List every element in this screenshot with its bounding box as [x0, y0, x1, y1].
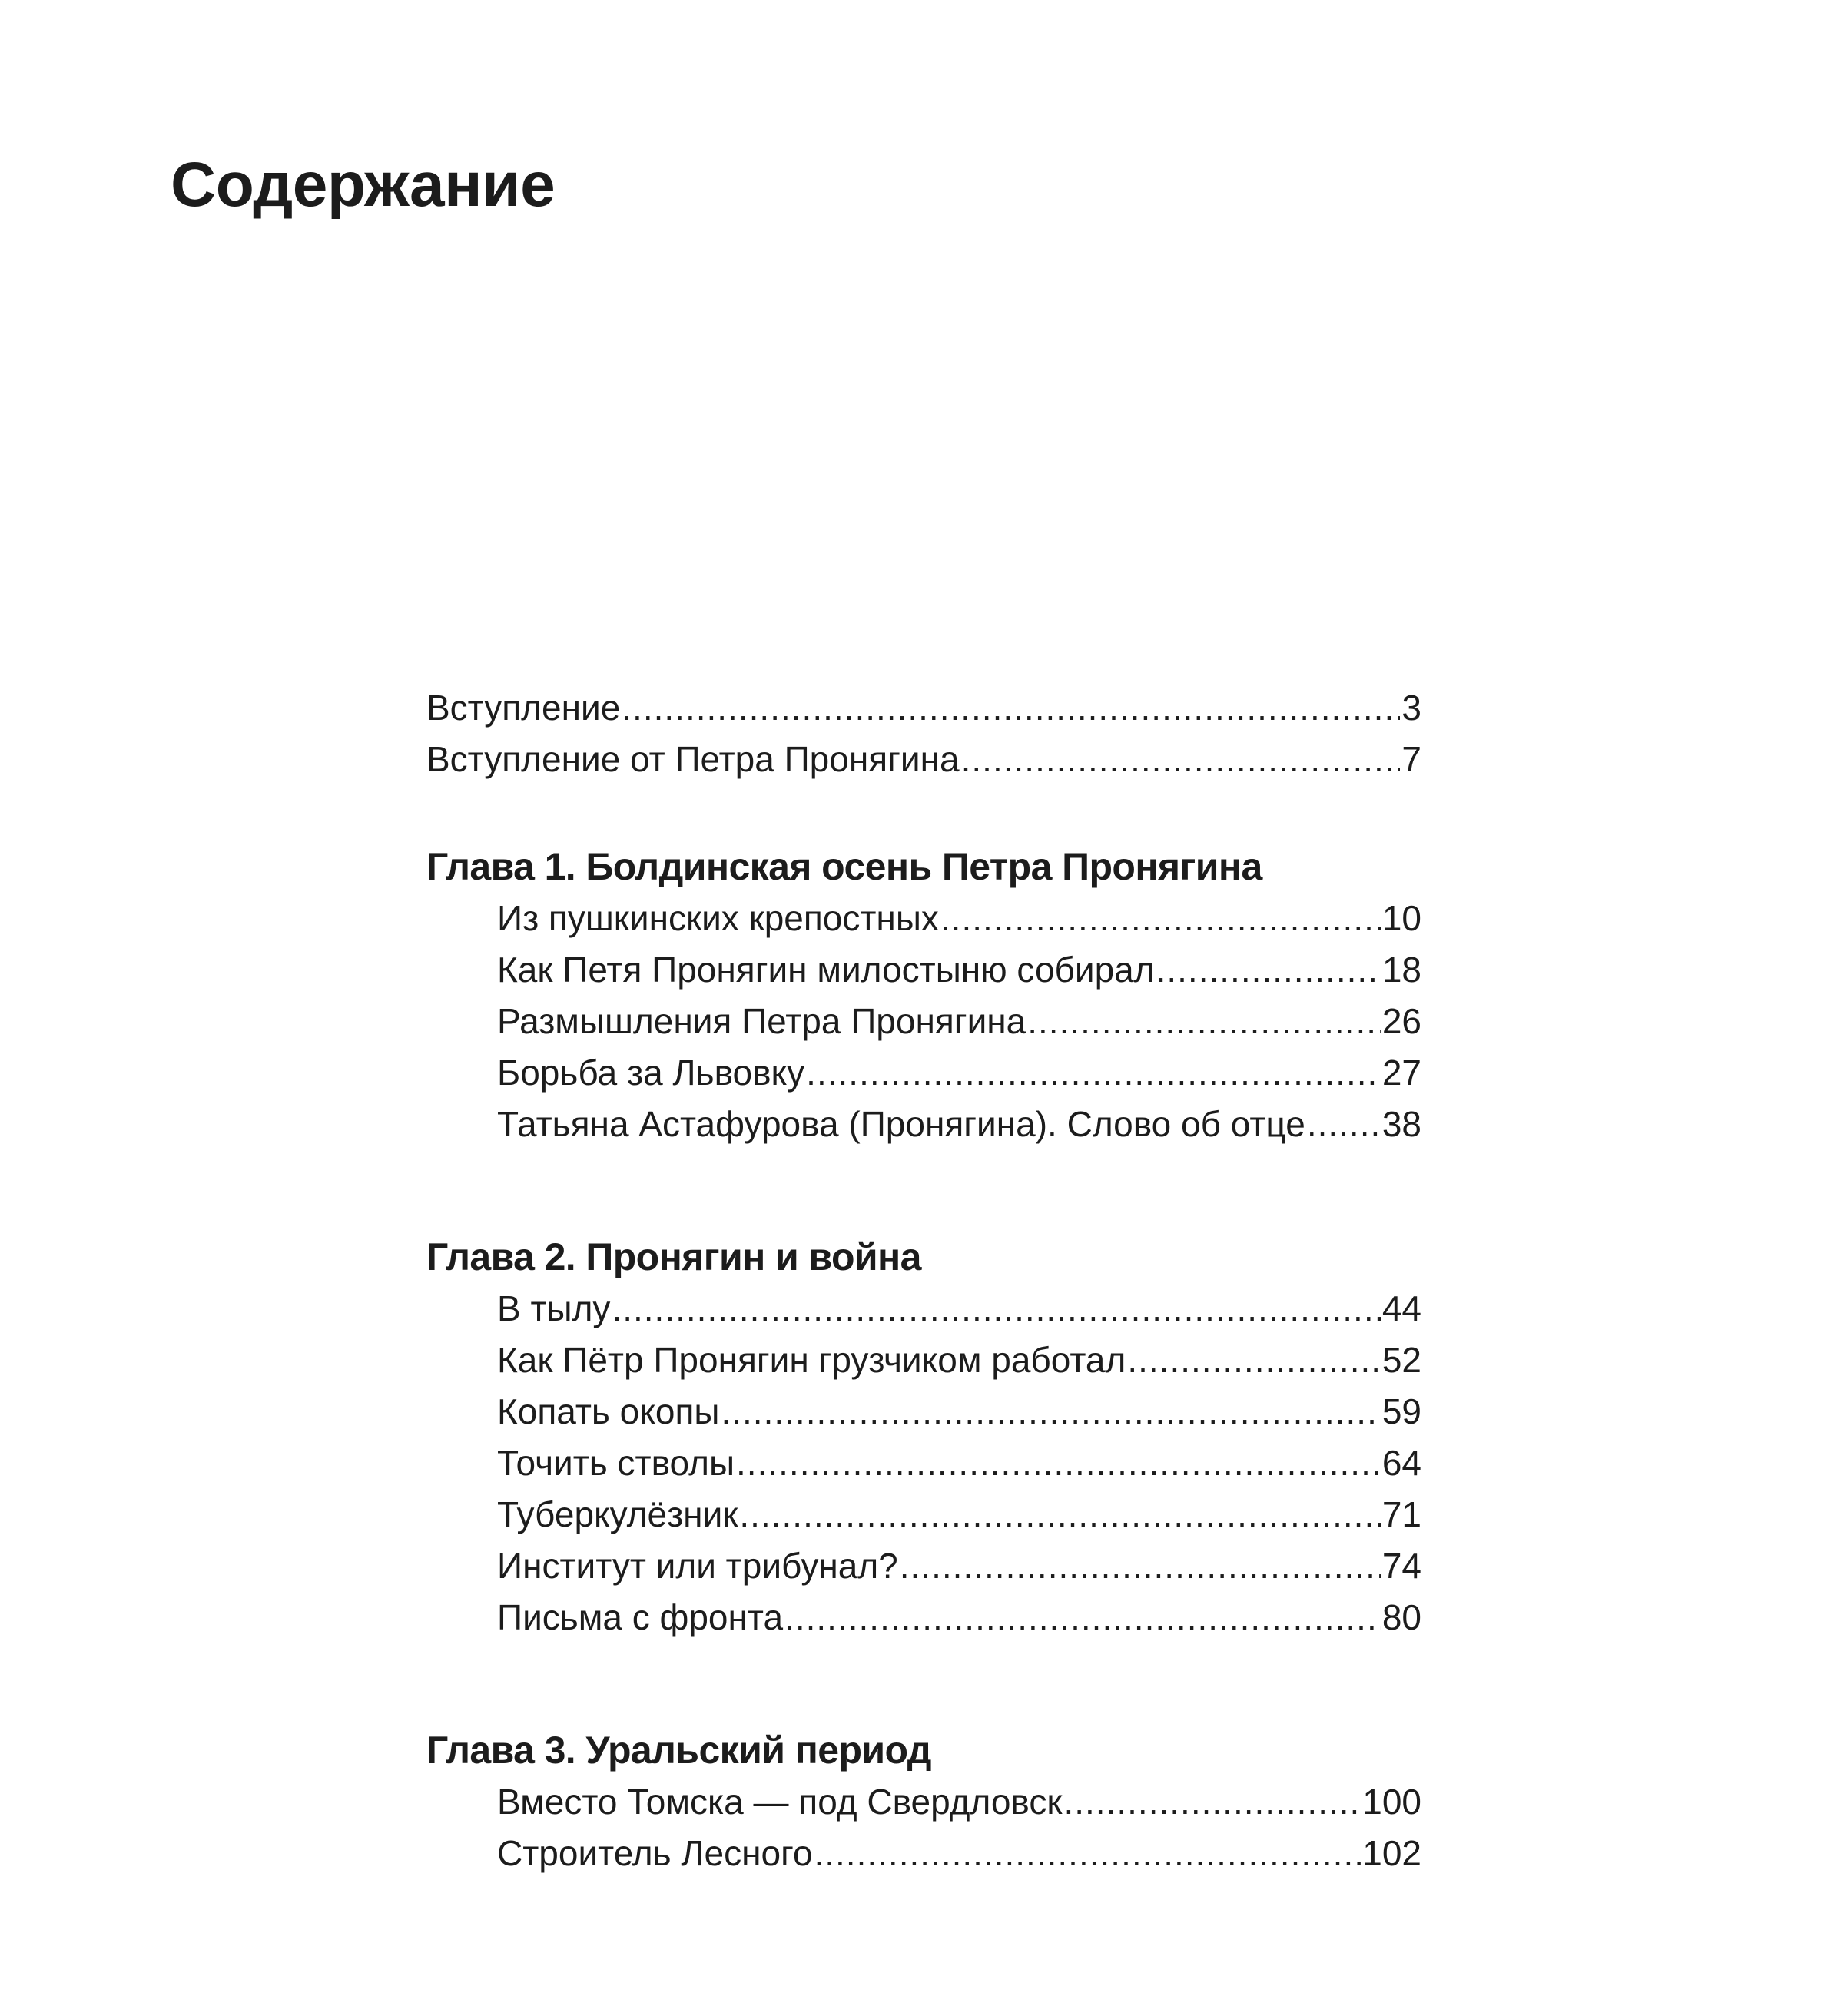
toc-entry-title: Как Петя Пронягин милостыню собирал — [497, 950, 1155, 990]
toc-entry[interactable] — [426, 1099, 1421, 1150]
toc-entry-page: 26 — [1381, 1001, 1421, 1041]
page-title: Содержание — [171, 150, 556, 220]
toc-entry-page: 38 — [1381, 1104, 1421, 1144]
dot-leader — [1307, 1099, 1381, 1150]
dot-leader — [739, 1489, 1380, 1540]
toc-entry[interactable] — [426, 1489, 1421, 1540]
toc-entry-title: Письма с фронта — [497, 1597, 784, 1637]
toc-entry-page: 100 — [1362, 1782, 1421, 1822]
toc-entry[interactable] — [426, 1540, 1421, 1592]
toc-entry-title: Размышления Петра Пронягина — [497, 1001, 1026, 1041]
toc-entry[interactable] — [426, 996, 1421, 1047]
toc-entry-page: 71 — [1381, 1494, 1421, 1534]
toc-entry[interactable] — [426, 1437, 1421, 1489]
toc-entry-page: 80 — [1381, 1597, 1421, 1637]
dot-leader — [1156, 944, 1381, 996]
toc-entry[interactable] — [426, 1335, 1421, 1386]
dot-leader — [900, 1540, 1381, 1592]
dot-leader — [961, 734, 1401, 785]
toc-entry-page: 59 — [1381, 1391, 1421, 1431]
dot-leader — [784, 1592, 1381, 1643]
dot-leader — [806, 1047, 1381, 1099]
dot-leader — [1127, 1335, 1381, 1386]
dot-leader — [814, 1828, 1361, 1879]
toc-entry-page: 3 — [1401, 688, 1421, 728]
toc-entry-page: 64 — [1381, 1443, 1421, 1483]
toc-entry-introduction[interactable] — [426, 682, 1421, 734]
toc-entry-page: 18 — [1381, 950, 1421, 990]
toc-entry-page: 74 — [1381, 1546, 1421, 1586]
toc-entry[interactable] — [426, 1776, 1421, 1828]
dot-leader — [612, 1283, 1380, 1335]
chapter-3-heading[interactable]: Глава 3. Уральский период — [426, 1729, 931, 1772]
toc-entry-title: Копать окопы — [497, 1391, 720, 1431]
toc-entry-title: Как Пётр Пронягин грузчиком работал — [497, 1340, 1126, 1380]
toc-entry-page: 7 — [1401, 739, 1421, 779]
toc-entry-title: Вступление — [426, 688, 621, 728]
toc-entry-title: Татьяна Астафурова (Пронягина). Слово об отце — [497, 1104, 1305, 1144]
toc-entry-introduction-pronyagin[interactable] — [426, 734, 1421, 785]
toc-entry[interactable] — [426, 944, 1421, 996]
toc-entry[interactable] — [426, 1386, 1421, 1437]
toc-entry-title: Точить стволы — [497, 1443, 735, 1483]
toc-entry-title: Институт или трибунал? — [497, 1546, 898, 1586]
toc-entry[interactable] — [426, 1828, 1421, 1879]
toc-entry-title: Вместо Томска — под Свердловск — [497, 1782, 1063, 1822]
dot-leader — [1063, 1776, 1361, 1828]
toc-entry[interactable] — [426, 893, 1421, 944]
toc-entry-title: Строитель Лесного — [497, 1833, 813, 1873]
section-spacer — [426, 1643, 1421, 1725]
table-of-contents — [426, 682, 1421, 1879]
toc-entry-title: Из пушкинских крепостных — [497, 898, 939, 938]
toc-entry-page: 102 — [1362, 1833, 1421, 1873]
toc-entry-title: Туберкулёзник — [497, 1494, 738, 1534]
toc-entry-page: 44 — [1381, 1288, 1421, 1328]
toc-entry-title: Борьба за Львовку — [497, 1053, 805, 1093]
toc-entry[interactable] — [426, 1047, 1421, 1099]
toc-entry-title: Вступление от Петра Пронягина — [426, 739, 960, 779]
toc-entry-page: 52 — [1381, 1340, 1421, 1380]
toc-entry-page: 10 — [1381, 898, 1421, 938]
dot-leader — [622, 682, 1400, 734]
dot-leader — [736, 1437, 1381, 1489]
toc-entry[interactable] — [426, 1283, 1421, 1335]
toc-entry-page: 27 — [1381, 1053, 1421, 1093]
toc-entry-title: В тылу — [497, 1288, 611, 1328]
section-spacer — [426, 1150, 1421, 1232]
dot-leader — [1027, 996, 1381, 1047]
dot-leader — [721, 1386, 1380, 1437]
chapter-1-heading[interactable]: Глава 1. Болдинская осень Петра Пронягина — [426, 845, 1262, 888]
toc-entry[interactable] — [426, 1592, 1421, 1643]
dot-leader — [940, 893, 1381, 944]
section-spacer — [426, 785, 1421, 841]
chapter-2-heading[interactable]: Глава 2. Пронягин и война — [426, 1235, 921, 1278]
